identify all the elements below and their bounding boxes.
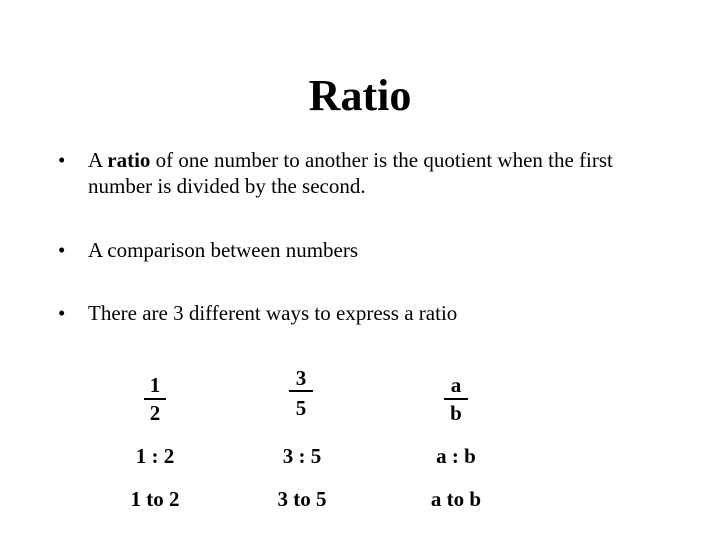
bullet-text: A comparison between numbers [88,238,359,262]
colon-form-a-b: a : b [436,444,476,468]
fraction-denominator: 5 [295,396,307,420]
fraction-1-over-2 [135,374,175,424]
to-form-1-2: 1 to 2 [130,487,180,511]
bullet-marker: • [58,148,66,172]
bullet-item-ways [58,300,678,326]
to-form-3-5: 3 to 5 [277,487,327,511]
bullet-emphasis: ratio [107,148,151,172]
bullet-item-definition [58,147,678,199]
colon-form-1-2: 1 : 2 [135,444,175,468]
to-form-a-b: a to b [430,487,482,511]
bullet-suffix: of one number to another is the quotient when the first number is divided by the second. [88,148,613,198]
bullet-text: There are 3 different ways to express a ratio [88,301,458,325]
fraction-denominator: b [450,401,462,425]
colon-form-3-5: 3 : 5 [282,444,322,468]
bullet-prefix: A [88,148,108,172]
bullet-marker: • [58,238,66,262]
slide-title-text: Ratio [308,71,412,120]
fraction-a-over-b [436,374,476,424]
fraction-bar [444,398,468,400]
fraction-bar [289,390,313,392]
fraction-numerator: a [450,373,462,397]
fraction-denominator: 2 [149,401,161,425]
bullet-text [88,147,678,199]
bullet-item-comparison [58,237,678,263]
fraction-bar [144,398,166,400]
slide-title [0,68,720,124]
fraction-numerator: 1 [149,373,161,397]
bullet-marker: • [58,301,66,325]
fraction-numerator: 3 [295,366,307,390]
fraction-3-over-5 [281,367,321,422]
